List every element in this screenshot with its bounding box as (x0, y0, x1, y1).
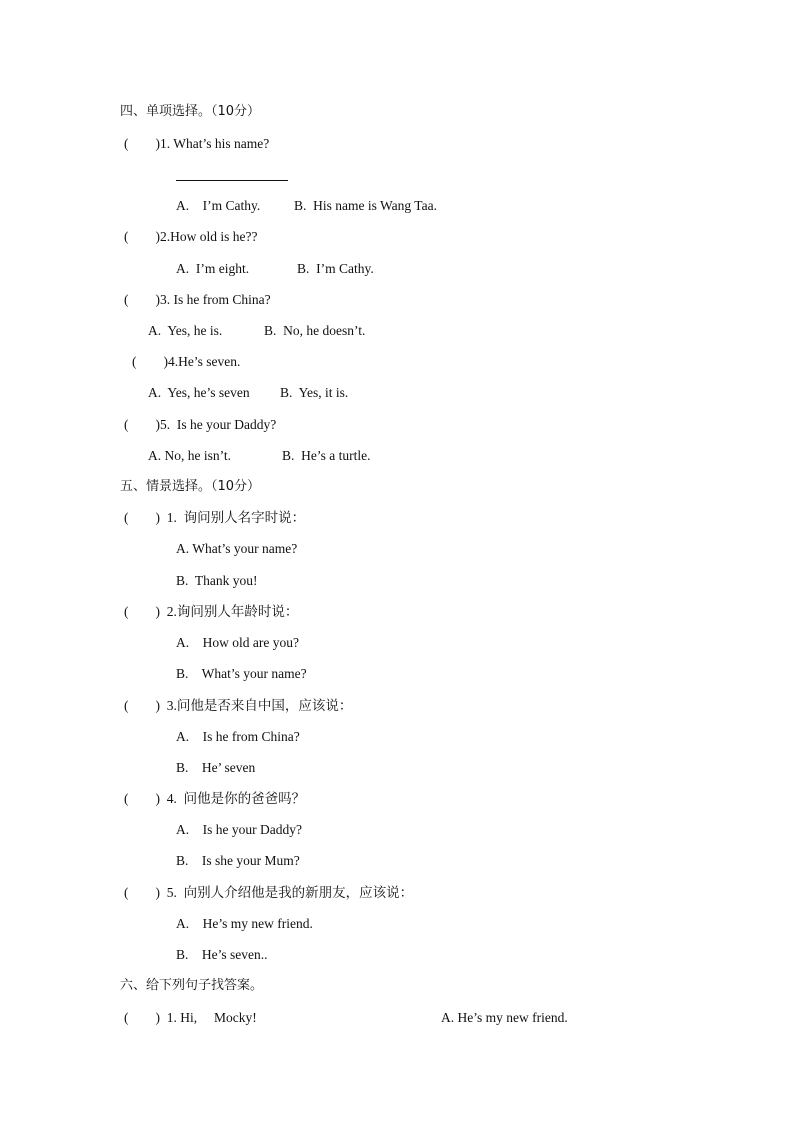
s4-q3-option-a: A. Yes, he is. (148, 323, 223, 338)
s4-q2-option-b: B. I’m Cathy. (297, 261, 374, 276)
section-4-heading: 四、单项选择。（10分） (120, 104, 261, 119)
s4-question-2: ( )2.How old is he?? (124, 229, 258, 244)
s4-q1-option-a: A. I’m Cathy. (176, 198, 261, 213)
s5-q2-option-b: B. What’s your name? (176, 666, 307, 681)
s4-question-5: ( )5. Is he your Daddy? (124, 417, 277, 432)
s4-q3-option-b: B. No, he doesn’t. (264, 323, 366, 338)
s4-question-1: ( )1. What’s his name? (124, 136, 270, 151)
section-6-heading: 六、给下列句子找答案。 (120, 978, 264, 993)
s5-q1-option-b: B. Thank you! (176, 573, 258, 588)
s5-q2-option-a: A. How old are you? (176, 635, 299, 650)
s5-q4-option-a: A. Is he your Daddy? (176, 822, 302, 837)
s5-question-3: ( ) 3.问他是否来自中国，应该说： (124, 698, 353, 713)
s4-q4-option-b: B. Yes, it is. (280, 385, 349, 400)
s6-answer-a: A. He’s my new friend. (441, 1010, 568, 1025)
s5-q1-option-a: A. What’s your name? (176, 541, 298, 556)
s4-q5-option-b: B. He’s a turtle. (282, 448, 371, 463)
s4-question-3: ( )3. Is he from China? (124, 292, 271, 307)
answer-blank-line (176, 180, 288, 181)
s5-question-1: ( ) 1. 询问别人名字时说： (124, 510, 306, 525)
s5-question-5: ( ) 5. 向别人介绍他是我的新朋友，应该说： (124, 885, 414, 900)
s4-q5-option-a: A. No, he isn’t. (148, 448, 231, 463)
s4-question-4: ( )4.He’s seven. (132, 354, 241, 369)
s4-q1-option-b: B. His name is Wang Taa. (294, 198, 437, 213)
s5-q5-option-b: B. He’s seven.. (176, 947, 268, 962)
s4-q4-option-a: A. Yes, he’s seven (148, 385, 250, 400)
s5-question-4: ( ) 4. 问他是你的爸爸吗？ (124, 791, 306, 806)
s4-q2-option-a: A. I’m eight. (176, 261, 250, 276)
s6-question-1: ( ) 1. Hi, Mocky! (124, 1010, 257, 1025)
s5-q3-option-a: A. Is he from China? (176, 729, 300, 744)
s5-question-2: ( ) 2.询问别人年龄时说： (124, 604, 299, 619)
section-5-heading: 五、情景选择。（10分） (120, 479, 261, 494)
s5-q5-option-a: A. He’s my new friend. (176, 916, 313, 931)
s5-q4-option-b: B. Is she your Mum? (176, 853, 300, 868)
s5-q3-option-b: B. He’ seven (176, 760, 256, 775)
